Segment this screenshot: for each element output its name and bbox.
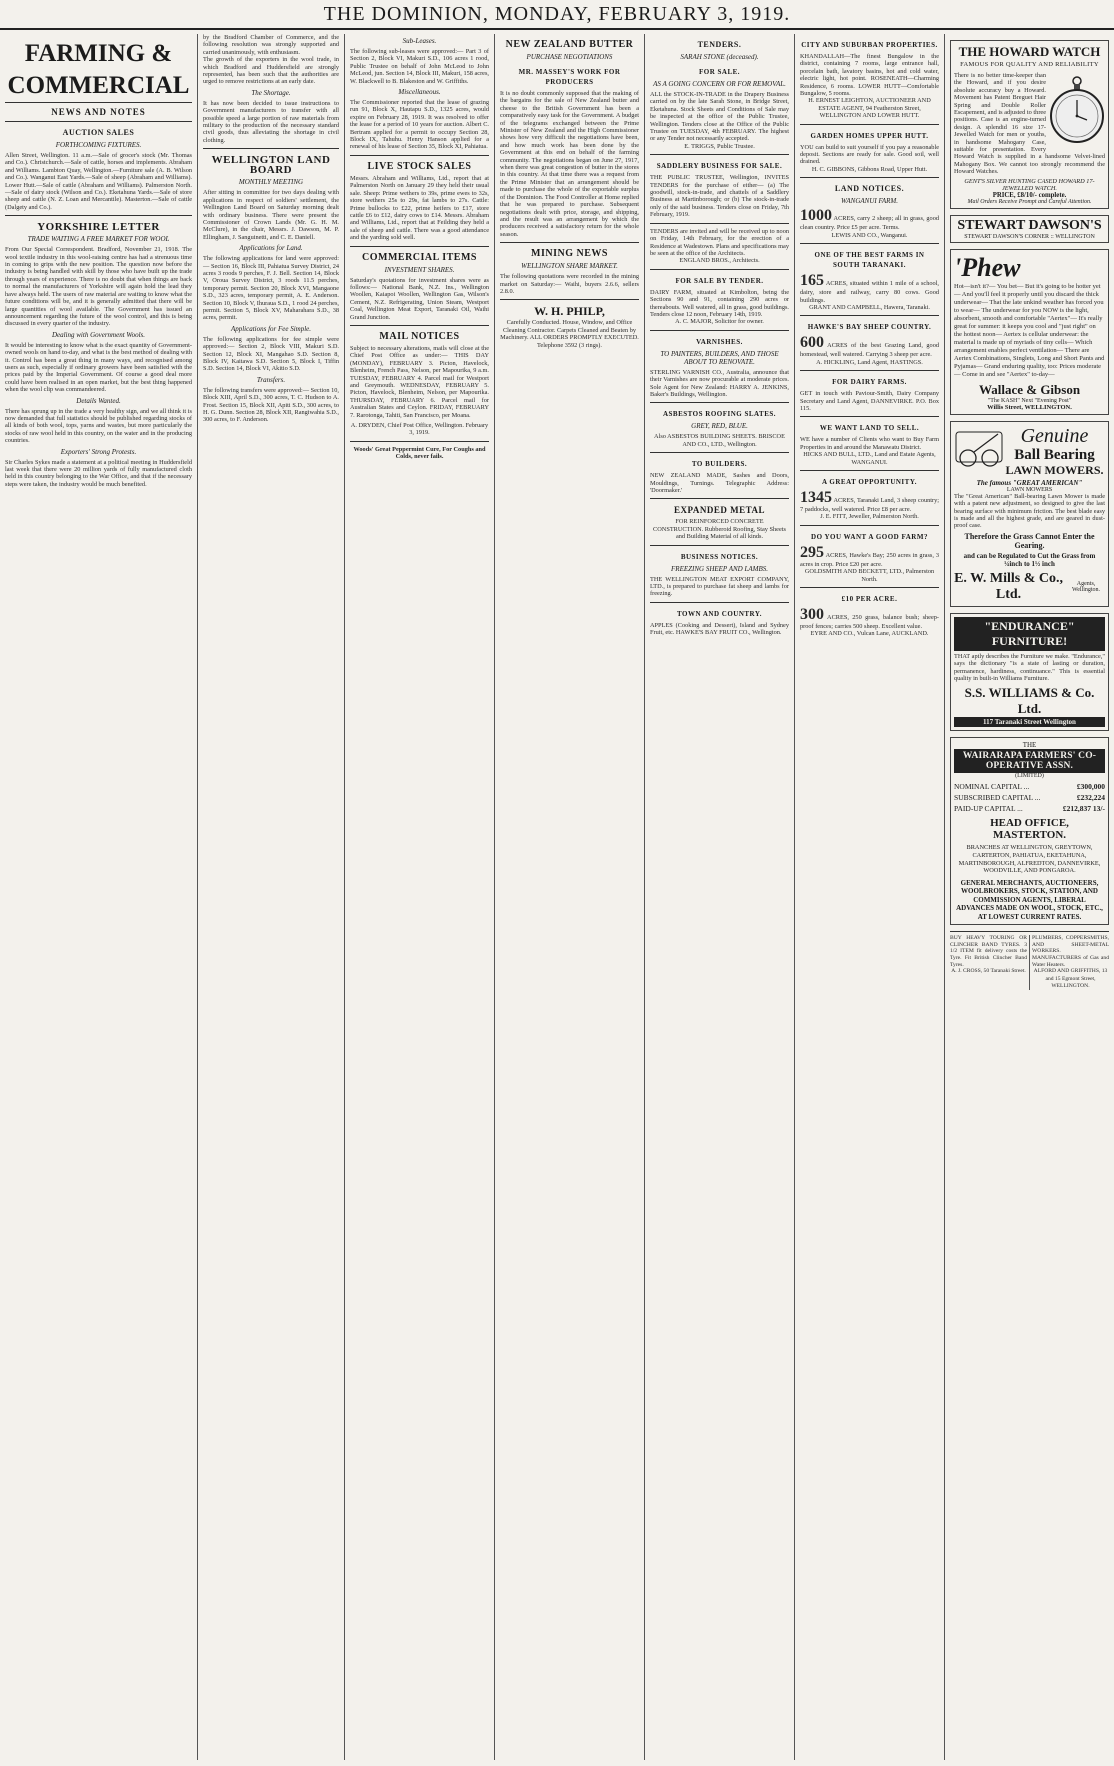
mail-text: Subject to necessary alterations, mails will close at the Chief Post Office as under:— THIS DAY (MONDAY), FEBRUARY 3. Picton, Havelock, Blenheim, French Pass, Nelson, per Mapourika, 9 a.m. TUESDAY, FEBRUARY 4. Parcel mail for Westport and Greymouth. WEDNESDAY, FEBRUARY 5. Picton, Havelock, Blenheim, Nelson, per Mapourika. THURSDAY, FEBRUARY 6. Parcel mail for Australian States and Ceylon. FRIDAY, FEBRUARY 7. Rarotonga, Tahiti, San Francisco, per Moana. (350, 344, 489, 419)
ss-williams-title: S.S. WILLIAMS & Co. Ltd. (964, 685, 1095, 717)
saddlery-text: THE PUBLIC TRUSTEE, Wellington, INVITES TENDERS for the purchase of either— (a) The goodwill, stock-in-trade, and chattels of a Saddlery Business at Martinborough; or (b) The stock-in-trade only of the said business. Tenders close on Friday, 7th February, 1919. (650, 174, 789, 219)
mower-famous: The famous "GREAT AMERICAN" (976, 478, 1083, 487)
want-land-text: WE have a number of Clients who want to Buy Farm Properties in and around the Manawatu District. (800, 436, 939, 451)
tender-3-signature: ENGLAND BROS., Architects. (679, 257, 760, 265)
ss-williams-address: 117 Taranaki Street Wellington (954, 717, 1105, 727)
town-country-heading: TOWN AND COUNTRY. (676, 609, 763, 618)
opportunity-text: ACRES, Taranaki Land, 3 sheep country; 7 paddocks, well watered. Price £8 per acre. (800, 496, 939, 513)
wfc-branches: BRANCHES AT WELLINGTON, GREYTOWN, CARTERTON, PAHIATUA, EKETAHUNA, MARTINBOROUGH, ALFREDTON, DANNEVIRKE, WOODVILLE, AND PONGAROA. (958, 844, 1101, 875)
business-notices-subheading: FREEZING SHEEP AND LAMBS. (671, 564, 768, 573)
capital-value: £300,000 (1076, 782, 1105, 792)
plumbers-ad-text: PLUMBERS, COPPERSMITHS, AND SHEET-METAL WORKERS. MANUFACTURERS of Gas and Water Heaters. (1032, 935, 1109, 968)
mower-lawn: LAWN MOWERS. (1005, 462, 1104, 477)
farming-subtitle: NEWS AND NOTES (51, 107, 146, 117)
subleases-heading: Sub-Leases. (402, 37, 437, 45)
wfc-title: WAIRARAPA FARMERS' CO-OPERATIVE ASSN. (954, 749, 1105, 773)
dairy-farms-heading: FOR DAIRY FARMS. (832, 378, 907, 387)
asbestos-heading: ASBESTOS ROOFING SLATES. (662, 410, 777, 419)
per-acre-acres: 300 (800, 606, 824, 623)
exporters-heading: Exporters' Strong Protests. (60, 447, 137, 456)
capital-row (954, 792, 1105, 803)
asbestos-text: Also ASBESTOS BUILDING SHEETS. BRISCOE AND CO., LTD., Wellington. (654, 433, 785, 448)
capital-value: £232,224 (1076, 793, 1105, 803)
city-properties-text: KHANDALLAH—The finest Bungalow in the district, containing 7 rooms, large entrance hall, porcelain bath, lavatory basins, hot and cold water, electric light, hot point. ROSENEATH—Charming Residence, 6 rooms. LOWER HUTT—Comfortable Bungalow, 5 rooms. (800, 53, 939, 98)
shortage-heading: The Shortage. (251, 88, 291, 97)
land-board-subheading: MONTHLY MEETING (238, 178, 304, 187)
applications-text: The following applications for land were approved:— Section 16, Block III, Pahiatua Survey District, 24 acres 3 roods 9 perches, F. J. Bell. Section 14, Block V, Oroua Survey District, 3 roods 11.5 perches, temporary permit. Section 20, Block XVI, Mangaone S.D., 323 acres, temporary permit, A. E. Anderson. Section 10, Block V, Ihuraua S.D., 1 rood 24 perches, permit. Section 5, Block XV, Maharahara S.D., 38 acres, permit. (203, 255, 339, 322)
taranaki-farm-acres: 165 (800, 272, 824, 290)
town-country-text: APPLES (Cooking and Dessert), Island and Sydney Fruit, etc. HAWKE'S BAY FRUIT CO., Wellington. (650, 621, 789, 637)
column-3 (345, 34, 495, 1760)
garden-homes-signature: H. C. GIBBONS, Gibbons Road, Upper Hutt. (811, 165, 928, 173)
farming-banner: FARMING & COMMERCIAL (5, 38, 192, 103)
exporters-text: Sir Charles Sykes made a statement at a political meeting in Huddersfield last week that there were 20 million yards of fully manufactured cloth held in this country belonging to the War Office, and that if the necessary steps were taken, the industry would be much benefited. (5, 458, 192, 488)
yorkshire-subheading: TRADE WAITING A FREE MARKET FOR WOOL (27, 235, 170, 244)
commercial-subheading: INVESTMENT SHARES. (384, 265, 455, 274)
sale-tender-text: DAIRY FARM, situated at Kimbolton, being the Sections 90 and 91, containing 290 acres or thereabouts. Well watered, all in grass, good buildings. Tenders close 12 noon, February 14th, 1919. (650, 288, 789, 318)
auction-subheading: FORTHCOMING FIXTURES. (55, 141, 142, 149)
wairarapa-farmers-ad (950, 737, 1109, 925)
good-farm-heading: DO YOU WANT A GOOD FARM? (811, 532, 928, 541)
tender-1-signature: E. TRIGGS, Public Trustee. (684, 142, 755, 150)
dealing-text: It would be interesting to know what is the exact quantity of Government-owned wools on hand to-day, and what is the best method of dealing with it. Control has been a great thing in many ways, and recognised among users as such, especially if ordinary growers have been satisfied with the prices paid by the Imperial Government. Of course a good deal more could have been realised in an open market, but the best thing happened when the wool clip was commandeered. (5, 341, 192, 394)
phew-text: Hot—isn't it?— You bet— But it's going to be hotter yet— And you'll feel it properly until you discard the thick underwear— That the late unkind weather has forced you to wear— The underwear for you NOW is the light, absorbent, smooth and comfortable "Aertex"— It's really great for summer: it keeps you cool and "just right" on the hottest noon— Aertex is cellular underwear: the material is made up of myriads of tiny cells— Which arrangement enables perfect ventilation— There are Aertex Combinations, Singlets, Long and Short Pants and Pyjamas— Grand enduring quality, too: Prices moderate— Come in and see "Aertex" to-day— (954, 282, 1105, 378)
column-6 (795, 34, 945, 1760)
garden-homes-text: YOU can build to suit yourself if you pay a reasonable deposit. Sections are ready for sale. Good soil, well drained. (800, 143, 939, 166)
stewart-title: STEWART DAWSON'S (957, 217, 1102, 233)
wanganui-farm-heading: WANGANUI FARM. (841, 197, 898, 206)
asbestos-subheading: GREY, RED, BLUE. (691, 422, 748, 431)
details-text: There has sprung up in the trade a very healthy sign, and we all think it is now demanded that full statistics should be published regarding stocks of all kinds of both wool, tops, yarns and wastes, but more particularly the stocks of raw wool held in this country, on the water and in the producing countries. (5, 407, 192, 445)
capital-label: SUBSCRIBED CAPITAL ... (954, 793, 1041, 803)
livestock-text: Messrs. Abraham and Williams, Ltd., report that at Palmerston North on January 29 they held their usual sale. Sheep: Prime wethers to 39s, prime ewes to 32s, store wethers 25s to 29s, fat lambs to 27s. Cattle: Prime bullocks to £22, prime heifers to £17, store cattle £6 to £12, dairy cows to £14. Messrs. Abraham and Williams, Ltd., report that at Feilding they held a sale of sheep and cattle. There was a good attendance and the yarding sold well. (350, 174, 489, 242)
transfers-text: The following transfers were approved:— Section 10, Block XIII, April S.D., 300 acres, T. C. Hudson to A. Frost. Section 15, Block XII, Apiti S.D., 300 acres, to H. G. Dunn. Section 28, Block XII, Rangiwahia S.D., 300 acres, to F. Anderson. (203, 386, 339, 424)
applications-heading: Applications for Land. (239, 244, 303, 253)
builders-text: NEW ZEALAND MADE, Sashes and Doors, Mouldings, Turnings. Telegraphic Address: 'Doormaker.' (650, 472, 789, 494)
opportunity-signature: J. E. FITT, Jeweller, Palmerston North. (820, 513, 919, 521)
wfc-limited: (LIMITED) (1015, 773, 1044, 780)
varnishes-heading: VARNISHES. (696, 337, 743, 346)
land-notices-heading: LAND NOTICES. (834, 184, 905, 194)
capital-label: PAID-UP CAPITAL ... (954, 804, 1023, 814)
butter-subheading-2: MR. MASSEY'S WORK FOR PRODUCERS (518, 68, 621, 86)
per-acre-signature: EYRE AND CO., Vulcan Lane, AUCKLAND. (810, 630, 929, 638)
commercial-heading: COMMERCIAL ITEMS (362, 251, 477, 263)
saddlery-heading: SADDLERY BUSINESS FOR SALE. (656, 162, 783, 171)
mower-agents: Agents, Wellington. (1072, 580, 1101, 593)
capital-label: NOMINAL CAPITAL ... (954, 782, 1030, 792)
transfers-heading: Transfers. (256, 375, 286, 384)
hawkes-bay-heading: HAWKE'S BAY SHEEP COUNTRY. (807, 323, 932, 332)
tyres-ad-text: BUY HEAVY TOURING OR CLINCHER BAND TYRES. 3 1/2 ITEM fit delivery costs the Tyre. Fit British Clincher Band Tyres. (950, 935, 1027, 968)
tender-1-subheading: AS A GOING CONCERN OR FOR REMOVAL. (653, 80, 786, 88)
plumbers-ad-signature: ALFORD AND GRIFFITHS, 13 and 15 Egmont Street, WELLINGTON. (1033, 968, 1108, 989)
commercial-text: Saturday's quotations for investment shares were as follows:— National Bank, N.Z. Ins., Wellington Woollen, Kaiapoi Woollen, Wellington Gas, Wilson's Cement, N.Z. Refrigerating, Union Steam, Westport Coal, Wellington Meat Export, Taranaki Oil, Waihi Grand Junction. (350, 276, 489, 321)
aertex-ad (950, 249, 1109, 415)
business-notices-text: THE WELLINGTON MEAT EXPORT COMPANY, LTD., is prepared to purchase fat sheep and lambs for freezing. (650, 575, 789, 598)
column-2 (198, 34, 345, 1760)
column-5 (645, 34, 795, 1760)
mower-grass: Therefore the Grass Cannot Enter the Gearing. (964, 531, 1095, 550)
good-farm-signature: GOLDSMITH AND BECKETT, LTD., Palmerston North. (804, 568, 935, 583)
fee-simple-heading: Applications for Fee Simple. (230, 324, 312, 333)
builders-heading: TO BUILDERS. (691, 460, 748, 469)
wanganui-farm-signature: LEWIS AND CO., Wanganui. (831, 231, 908, 239)
howard-price: PRICE, £8/10/- complete. (992, 191, 1067, 199)
peppermint-ad: Woods' Great Peppermint Cure, For Coughs and Colds, never fails. (353, 445, 486, 461)
want-land-heading: WE WANT LAND TO SELL. (819, 424, 920, 433)
varnishes-subheading: TO PAINTERS, BUILDERS, AND THOSE ABOUT TO RENOVATE. (660, 349, 779, 366)
capital-value: £212,837 13/- (1062, 804, 1105, 814)
good-farm-text: ACRES, Hawke's Bay; 250 acres in grass, 3 acres in crop. Price £20 per acre. (800, 551, 939, 568)
dairy-farms-text: GET in touch with Paviour-Smith, Dairy Company Secretary and Land Agent, DANNEVIRKE. P.O. Box 115. (800, 390, 939, 412)
wallace-gibson-subtitle: "The KASH" Next "Evening Post" (987, 397, 1072, 404)
tender-1-title: SARAH STONE (deceased). (680, 53, 759, 61)
hawkes-bay-text: ACRES of the best Grazing Land, good homestead, well watered. Carrying 3 sheep per acre. (800, 342, 939, 359)
capital-row (954, 803, 1105, 814)
howard-subtitle: FAMOUS FOR QUALITY AND RELIABILITY (960, 61, 1099, 68)
subleases-text: The following sub-leases were approved:— Part 3 of Section 2, Block VI, Makuri S.D., 106 acres 1 rood, Public Trustee on behalf of John McLeod to John McLeod, jun. Section 14, Block III, Makuri, 158 acres, W. Blackwell to B. Blakeston and W. Griffiths. (350, 48, 489, 85)
philp-text: Carefully Conducted. House, Window, and Office Cleaning Contractor. Carpets Cleaned and Beaten by Machinery. ALL ORDERS PROMPTLY EXECUTED. Telephone 3592 (3 rings). (500, 319, 639, 349)
wanganui-farm-text: ACRES, carry 2 sheep; all in grass, good clean country. Price £5 per acre. Terms. (800, 215, 939, 232)
yorkshire-text: From Our Special Correspondent. Bradford, November 21, 1918. The wool textile industry in this wool-raising centre has had a strenuous time in coming to grips with the new position. The question now before the industry is being handled with skill by those who have built up the trade through years of experience. There is no doubt that when things are back to normal the manufacturers of Yorkshire will again hold the lead they have always held. The users of raw material are waiting to know what the future conditions will be, and it is generally admitted that there will be large quantities of wool available. The Government has issued an announcement regarding the future of the wool control, and this is being discussed in every quarter of the industry. (5, 246, 192, 328)
newspaper-title: THE DOMINION, MONDAY, FEBRUARY 3, 1919. (323, 3, 791, 25)
varnishes-text: STERLING VARNISH CO., Australia, announce that their Varnishes are now procurable at moderate prices. Sole Agent for New Zealand: HARRY A. JENKINS, Baker's Buildings, Wellington. (650, 368, 789, 398)
misc-text: The Commissioner reported that the lease of grazing run 91, Block X, Hautapu S.D., 1325 acres, would expire on February 28, 1919. It was resolved to offer the lease for a period of 10 years for auction. Albert C. Bertram applied for a permit to occupy Section 28, Block IX, Tahuhu. Henry Hanson applied for a renewal of his lease of Section 35, Block XI, Pahiatua. (350, 99, 489, 151)
butter-text: It is no doubt commonly supposed that the making of the bargains for the sale of New Zealand butter and cheese to the British Government has been a comparatively easy task for the Government. A budget of the telegrams exchanged between the Prime Minister of New Zealand and the High Commissioner shows how very difficult the negotiations have been, and how much work has been done by the Government at this end on behalf of the farming community. The negotiations began on June 27, 1917, when there was great congestion of butter in the stores in this country. At that time there was a request from the Prime Minister that an arrangement should be made to purchase the whole of the exportable surplus of the Dominion. The Food Controller at Home replied that he was prepared to purchase. Subsequent negotiations dealt with price, storage, and shipping, and the result was an arrangement by which the producers received a satisfactory return for the whole season. (500, 90, 639, 238)
lawn-mower-ad (950, 421, 1109, 607)
expanded-metal-text: FOR REINFORCED CONCRETE CONSTRUCTION. Rubberoid Roofing, Stay Sheets and Building Material of all kinds. (653, 518, 786, 541)
tenders-heading: TENDERS. (697, 40, 742, 49)
hawkes-bay-acres: 600 (800, 334, 824, 352)
mail-signature: A. DRYDEN, Chief Post Office, Wellington. February 3, 1919. (350, 422, 489, 437)
howard-title: THE HOWARD WATCH (958, 44, 1101, 59)
expanded-metal-heading: EXPANDED METAL (674, 505, 765, 516)
howard-mail: Mail Orders Receive Prompt and Careful Attention. (967, 198, 1092, 205)
butter-heading: NEW ZEALAND BUTTER (505, 39, 634, 50)
mower-firm: E. W. Mills & Co., Ltd. (954, 570, 1063, 602)
howard-watch-ad (950, 40, 1109, 209)
taranaki-farm-text: ACRES, situated within 1 mile of a school, dairy, store and railway, carry 80 cows. Good buildings. (800, 280, 939, 304)
wfc-the: THE (1022, 741, 1037, 750)
butter-subheading: PURCHASE NEGOTIATIONS (526, 53, 613, 61)
wallace-gibson-title: Wallace & Gibson (978, 381, 1081, 397)
tender-1-heading: FOR SALE. (698, 68, 741, 76)
city-properties-signature: H. ERNEST LEIGHTON, AUCTIONEER AND ESTATE AGENT, 94 Featherston Street, WELLINGTON AND LOWER HUTT. (808, 97, 931, 120)
wfc-general: GENERAL MERCHANTS, AUCTIONEERS, WOOLBROKERS, STOCK, STATION, AND COMMISSION AGENTS, LIBERAL ADVANCES MADE ON WOOL, STOCK, ETC., AT LOWEST CURRENT RATES. (956, 878, 1103, 921)
garden-homes-heading: GARDEN HOMES UPPER HUTT. (810, 131, 929, 140)
howard-caption: GENT'S SILVER HUNTING CASED HOWARD 17-JEWELLED WATCH. (964, 177, 1095, 192)
per-acre-heading: £10 PER ACRE. (841, 595, 898, 603)
philp-name: W. H. PHILP, (534, 304, 605, 319)
tender-3-text: TENDERS are invited and will be received up to noon on Friday, 14th February, for the erection of a Residence at Wadestown. Plans and specifications may be seen at the office of the Architects. (650, 227, 789, 257)
auction-text: Allen Street, Wellington. 11 a.m.—Sale of grocer's stock (Mr. Thomas and Co.). Christchurch.—Sale of cattle, horses and implements. Abraham and Williams. Lambton Quay, Wellington.—Furniture sale (A. B. Wilson and Co.). Wanganui East Yards.—Sale of sheep (Abraham and Williams). Lower Hutt.—Sale of cattle (Abraham and Williams). Palmerston North.—Sale of dairy stock (Wilson and Co.). Eketahuna Yards.—Sale of store sheep and cattle (N. Z. Loan and Mercantile). Masterton.—Sale of cattle (Dalgety and Co.). (5, 152, 192, 211)
sale-tender-signature: A. C. MAJOR, Solicitor for owner. (675, 318, 764, 326)
mower-ball-bearing: Ball Bearing (1014, 446, 1095, 463)
business-notices-heading: BUSINESS NOTICES. (680, 552, 759, 561)
opportunity-heading: A GREAT OPPORTUNITY. (821, 477, 917, 486)
want-land-signature: HICKS AND BULL, LTD., Land and Estate Agents, WANGANUI. (803, 451, 936, 466)
endurance-furniture-ad (950, 613, 1109, 732)
details-heading: Details Wanted. (76, 396, 121, 405)
mower-genuine: Genuine (1020, 424, 1089, 447)
good-farm-acres: 295 (800, 543, 824, 561)
land-board-heading: WELLINGTON LAND BOARD (211, 154, 331, 177)
howard-text: There is no better time-keeper than the Howard, and if you desire absolute accuracy buy a Howard. Movement has Patent Breguet Hair Spring and Double Roller Escapement, and is adjusted to three positions. Case is an engine-turned design. A splendid 16 size 17-Jewelled Watch for men or youths, in handsome Mahogany Case, suitable for presentation. Every Howard Watch is supplied in a handsome Velvet-lined Mahogany Box. We cannot too strongly recommend the Howard Watches. (954, 72, 1105, 176)
mower-power: and can be Regulated to Cut the Grass from ¼inch to 1½ inch (963, 551, 1096, 568)
wanganui-farm-acres: 1000 (800, 207, 832, 225)
endurance-text: THAT aptly describes the Furniture we make. "Endurance," says the dictionary "is a state of lasting or duration, permanence, hardiness, continuance." This is essential quality in built-in Williams Furniture. (954, 652, 1105, 682)
col2-text-2: The growth of the exporters in the wool trade, in which Bradford and Huddersfield are strongly represented, has been such that the authorities are urged to remove restrictions at an early date. (203, 56, 339, 86)
dealing-heading: Dealing with Government Wools. (51, 330, 146, 339)
column-4 (495, 34, 645, 1760)
opportunity-acres: 1345 (800, 488, 832, 506)
misc-heading: Miscellaneous. (398, 88, 441, 97)
mail-heading: MAIL NOTICES (379, 330, 460, 342)
tyres-ad-signature: A. J. CROSS, 50 Taranaki Street. (951, 968, 1026, 975)
masthead (0, 0, 1114, 30)
taranaki-farm-heading: ONE OF THE BEST FARMS IN SOUTH TARANAKI. (814, 251, 925, 270)
wallace-gibson-address: Willis Street, WELLINGTON. (987, 403, 1072, 411)
mower-text: The "Great American" Ball-bearing Lawn Mower is made with a patent new adjustment, so designed to give the last bearing surface with minimum friction. The best blade easy is made and all the highest grade, and are geared in dust-proof case. (954, 492, 1105, 530)
column-1 (0, 34, 198, 1760)
column-7 (945, 34, 1114, 1760)
pocket-watch-icon (1049, 72, 1105, 150)
land-board-text: After sitting in committee for two days dealing with applications in respect of soldiers' settlement, the Wellington Land Board on Saturday morning dealt with ordinary business. There were present the Commissioner of Crown Lands (Mr. G. H. M. McClure), in the chair, Messrs. J. Dawson, M. P. Ellingham, J. Sanguinetti, and C. E. Daniell. (203, 189, 339, 241)
hawkes-bay-signature: A. HICKLING, Land Agent, HASTINGS. (816, 358, 923, 366)
wfc-head-office: HEAD OFFICE, MASTERTON. (990, 817, 1069, 842)
taranaki-farm-signature: GRANT AND CAMPBELL, Hawera, Taranaki. (809, 303, 930, 311)
capital-row (954, 781, 1105, 792)
livestock-heading: LIVE STOCK SALES (367, 160, 472, 172)
mining-heading: MINING NEWS (531, 248, 608, 260)
stewart-dawson-ad (950, 215, 1109, 243)
sale-tender-heading: FOR SALE BY TENDER. (675, 276, 764, 285)
mower-famous-2: LAWN MOWERS (1006, 486, 1053, 493)
auction-heading: AUCTION SALES (62, 128, 135, 137)
bottom-ads (950, 931, 1109, 990)
city-properties-heading: CITY AND SUBURBAN PROPERTIES. (801, 41, 938, 49)
yorkshire-heading: YORKSHIRE LETTER (37, 221, 160, 234)
lawn-mower-icon (954, 430, 1004, 472)
col2-text-1: by the Bradford Chamber of Commerce, and the following resolution was strongly supported and carried unanimously, with enthusiasm. (203, 34, 339, 56)
stewart-subtitle: STEWART DAWSON'S CORNER :: WELLINGTON (964, 233, 1095, 240)
phew-title: 'Phew (954, 252, 1021, 282)
per-acre-text: ACRES, 250 grass, balance bush; sheep-proof fences; carries 500 sheep. Excellent value. (800, 614, 939, 630)
endurance-title: "ENDURANCE" FURNITURE! (954, 617, 1105, 651)
mining-subheading: WELLINGTON SHARE MARKET. (521, 262, 618, 271)
mining-text: The following quotations were recorded in the mining market on Saturday:— Waihi, buyers 2.6.6, sellers 2.8.0. (500, 273, 639, 295)
fee-simple-text: The following applications for fee simple were approved:— Section 2, Block VIII, Makuri S.D. Section 12, Block XI, Mangahao S.D. Section 8, Block IV, Kaitawa S.D. Section 5, Block I, Tiffin S.D. Section 14, Block VI, Akitio S.D. (203, 335, 339, 373)
tender-1-text: ALL the STOCK-IN-TRADE in the Drapery Business carried on by the late Sarah Stone, in Bridge Street, Eketahuna. Stock Sheets and Conditions of Sale may be inspected at the office of the Public Trustee, Wellington. Tenders close at the Office of the Public Trustee on TUESDAY, 4th FEBRUARY. The highest or any Tender not necessarily accepted. (650, 91, 789, 143)
shortage-text: It has now been decided to issue instructions to Government manufacturers to transfer with all possible speed a large portion of raw materials from military to the production of the necessary standard civil goods, thus alleviating the shortage in civil clothing. (203, 99, 339, 144)
